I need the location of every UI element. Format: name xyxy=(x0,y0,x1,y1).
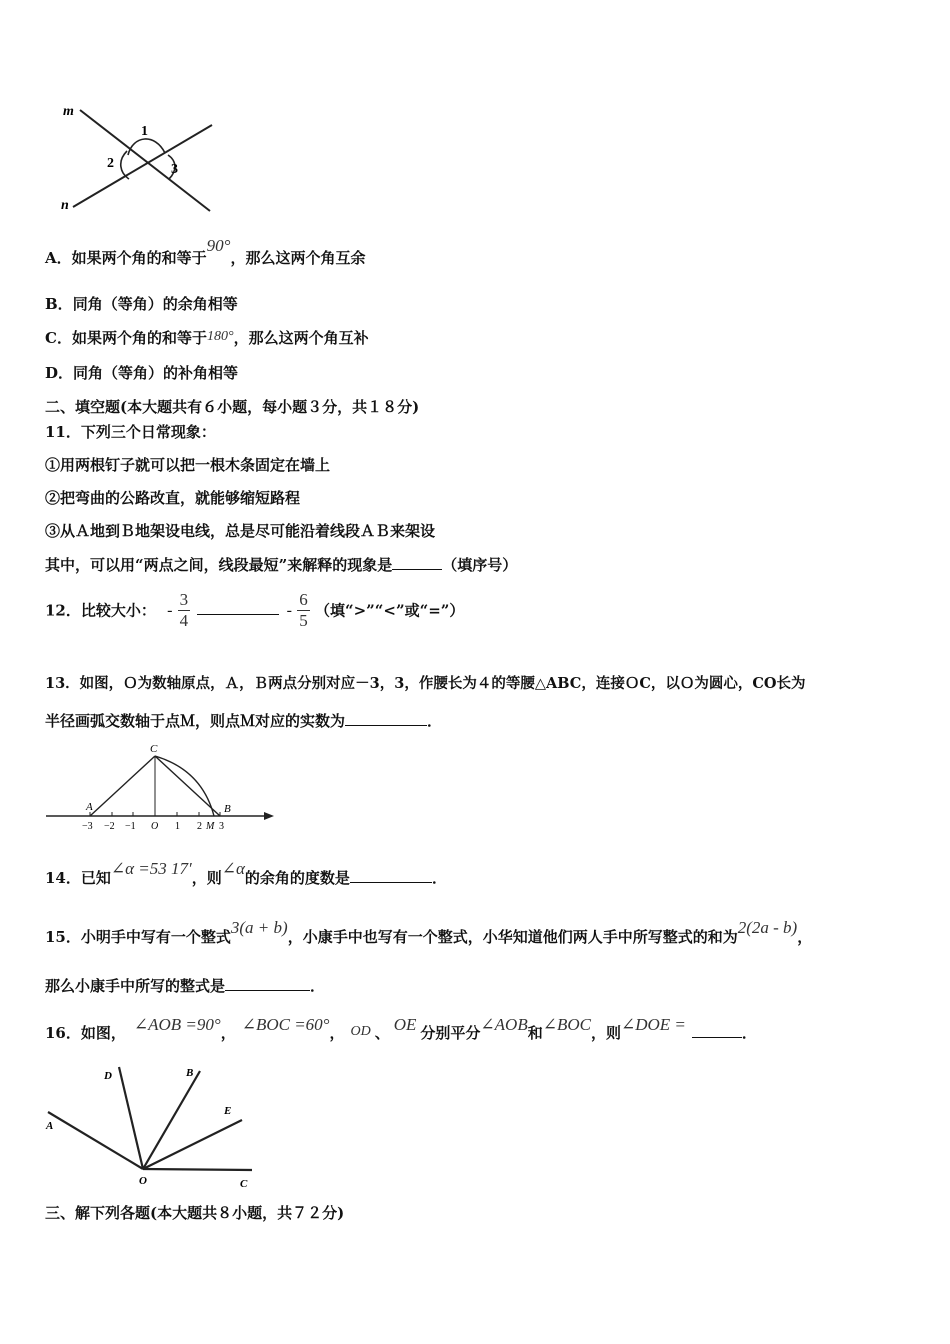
angle-2-label: 2 xyxy=(107,156,114,171)
option-d[interactable]: D．同角（等角）的补角相等 xyxy=(45,364,239,382)
option-b[interactable]: B．同角（等角）的余角相等 xyxy=(45,295,238,313)
q11-item-3: ③从Ａ地到Ｂ地架设电线，总是尽可能沿着线段ＡＢ来架设 xyxy=(45,522,436,540)
q12-answer-blank[interactable] xyxy=(197,613,279,615)
q15-line-2: 那么小康手中所写的整式是 ． xyxy=(45,977,326,995)
rays-angle-figure xyxy=(40,1062,265,1192)
fraction-6-5: $\frac{6}{5}$ xyxy=(299,590,308,630)
tick-label: M xyxy=(206,821,215,832)
q14-line: 14．已知∠α =53 17′，则∠α的余角的度数是 ． xyxy=(45,859,447,887)
tick-label: −3 xyxy=(82,821,93,832)
tick-label: −1 xyxy=(125,821,136,832)
q15-answer-blank[interactable] xyxy=(225,989,310,991)
q16-answer-blank[interactable] xyxy=(692,1036,742,1038)
angle-1-label: 1 xyxy=(141,124,148,139)
number-line-figure xyxy=(42,740,282,835)
section-2-title: 二、填空题(本大题共有６小题，每小题３分，共１８分) xyxy=(45,398,420,416)
tick-label: O xyxy=(151,821,159,832)
q12-line: 12．比较大小： - $\frac{3}{4}$ - $\frac{6}{5}$ （填“>”“<”或“=”） xyxy=(45,590,465,630)
angle-3-label: 3 xyxy=(171,162,178,177)
ray-e-label: E xyxy=(224,1105,232,1117)
point-a-label: A xyxy=(86,801,93,813)
ray-d-label: D xyxy=(104,1070,112,1082)
fraction-3-4: $\frac{3}{4}$ xyxy=(179,590,189,630)
tick-label: 1 xyxy=(175,821,180,832)
section-3-title: 三、解下列各题(本大题共８小题，共７２分) xyxy=(45,1204,345,1222)
tick-label: 2 xyxy=(197,821,202,832)
q13-answer-blank[interactable] xyxy=(345,724,427,726)
option-c[interactable]: C．如果两个角的和等于180°，那么这两个角互补 xyxy=(45,329,369,347)
q11-stem: 11．下列三个日常现象： xyxy=(45,423,216,441)
q11-answer-blank[interactable] xyxy=(392,568,442,570)
point-o-label: O xyxy=(139,1175,147,1187)
q16-line: 16．如图， ∠AOB =90°， ∠BOC =60°， OD 、 OE 分别平分∠AOB和∠BOC，则∠DOE = ． xyxy=(45,1015,757,1042)
ray-b-label: B xyxy=(186,1067,194,1079)
ray-c-label: C xyxy=(240,1178,248,1190)
ray-a-label: A xyxy=(46,1120,54,1132)
tick-label: 3 xyxy=(219,821,224,832)
q15-line-1: 15．小明手中写有一个整式3(a + b)，小康手中也写有一个整式，小华知道他们两人手中所写整式的和为2(2a - b)， xyxy=(45,918,813,946)
point-b-label: B xyxy=(224,803,231,815)
point-c-label: C xyxy=(150,743,158,755)
q13-line-2: 半径画弧交数轴于点Ｍ，则点Ｍ对应的实数为 ． xyxy=(45,712,443,730)
line-m-label: m xyxy=(63,104,74,119)
q14-answer-blank[interactable] xyxy=(350,881,432,883)
line-n-label: n xyxy=(61,198,69,213)
intersecting-lines-figure xyxy=(55,95,225,220)
q11-tail: 其中，可以用“两点之间，线段最短”来解释的现象是 （填序号） xyxy=(45,556,518,574)
option-a-math: 90° xyxy=(206,236,231,255)
q11-item-2: ②把弯曲的公路改直，就能够缩短路程 xyxy=(45,489,301,507)
tick-label: −2 xyxy=(104,821,115,832)
q11-item-1: ①用两根钉子就可以把一根木条固定在墙上 xyxy=(45,456,331,474)
q13-line-1: 13．如图，Ｏ为数轴原点，Ａ，Ｂ两点分别对应－3，3，作腰长为４的等腰△ABC，连接ＯC，以Ｏ为圆心，CO长为 xyxy=(45,675,806,692)
option-a[interactable]: A．如果两个角的和等于90°，那么这两个角互余 xyxy=(45,236,366,267)
option-c-math: 180° xyxy=(206,329,234,344)
